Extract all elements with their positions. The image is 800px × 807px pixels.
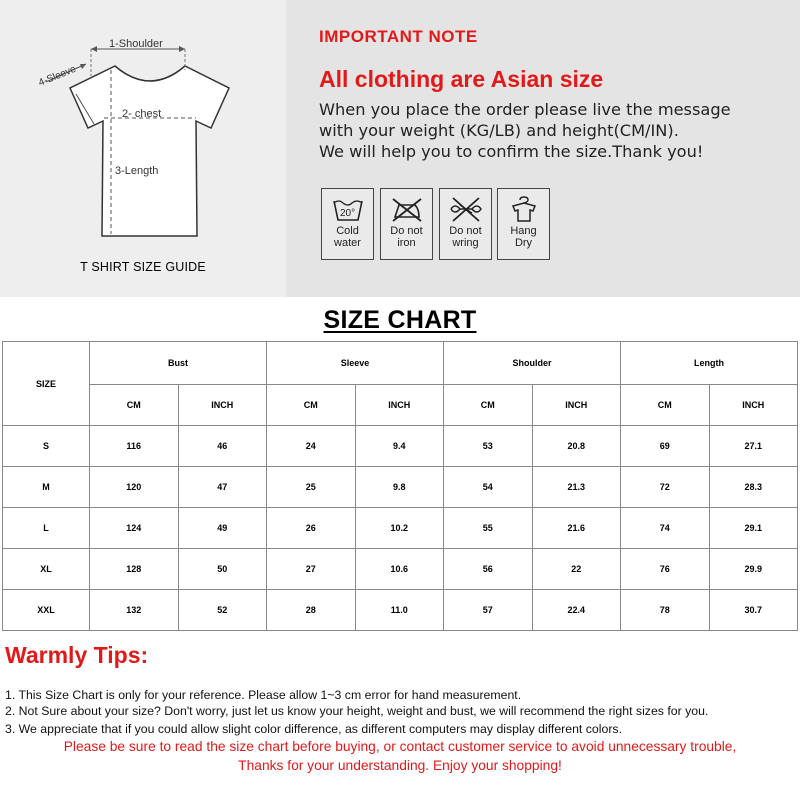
value-cell: 55	[444, 508, 533, 549]
no-wring-icon	[448, 195, 484, 223]
size-cell: L	[3, 508, 90, 549]
value-cell: 50	[178, 549, 267, 590]
value-cell: 46	[178, 426, 267, 467]
unit-header: CM	[90, 385, 179, 426]
size-guide-panel	[0, 0, 286, 297]
unit-header: INCH	[355, 385, 444, 426]
value-cell: 57	[444, 590, 533, 631]
unit-header: CM	[267, 385, 356, 426]
table-row	[3, 467, 798, 508]
value-cell: 124	[90, 508, 179, 549]
important-note-title: IMPORTANT NOTE	[319, 27, 478, 46]
care-no-iron	[380, 188, 433, 260]
value-cell: 116	[90, 426, 179, 467]
care-label: wring	[452, 236, 479, 249]
tip-item: 3. We appreciate that if you could allow slight color difference, as different computers may display different colors.	[5, 722, 622, 736]
svg-text:20°: 20°	[339, 208, 355, 219]
value-cell: 26	[267, 508, 356, 549]
unit-header: INCH	[532, 385, 621, 426]
tip-item: 1. This Size Chart is only for your reference. Please allow 1~3 cm error for hand measurement.	[5, 688, 522, 702]
group-header-bust: Bust	[90, 342, 267, 385]
unit-header: INCH	[178, 385, 267, 426]
warning-line: Thanks for your understanding. Enjoy your shopping!	[238, 758, 562, 773]
value-cell: 49	[178, 508, 267, 549]
tshirt-diagram	[0, 0, 286, 260]
size-cell: S	[3, 426, 90, 467]
size-chart-title: SIZE CHART	[323, 306, 477, 334]
care-no-wring	[439, 188, 492, 260]
value-cell: 9.4	[355, 426, 444, 467]
value-cell: 28	[267, 590, 356, 631]
value-cell: 29.1	[709, 508, 798, 549]
value-cell: 52	[178, 590, 267, 631]
size-header: SIZE	[3, 342, 90, 426]
care-label: iron	[397, 236, 416, 249]
note-line: with your weight (KG/LB) and height(CM/IN).	[319, 121, 679, 140]
sleeve-label: 4-Sleeve	[37, 63, 78, 89]
table-row	[3, 549, 798, 590]
note-line: We will help you to confirm the size.Thank you!	[319, 142, 704, 161]
unit-header: INCH	[709, 385, 798, 426]
value-cell: 132	[90, 590, 179, 631]
value-cell: 20.8	[532, 426, 621, 467]
size-cell: XXL	[3, 590, 90, 631]
value-cell: 11.0	[355, 590, 444, 631]
value-cell: 56	[444, 549, 533, 590]
size-cell: M	[3, 467, 90, 508]
tip-item: 2. Not Sure about your size? Don't worry, just let us know your height, weight and bust, we will recommend the right sizes for you.	[5, 704, 709, 718]
asian-size-headline: All clothing are Asian size	[319, 66, 604, 92]
value-cell: 120	[90, 467, 179, 508]
unit-header-row	[3, 385, 798, 426]
value-cell: 27	[267, 549, 356, 590]
value-cell: 24	[267, 426, 356, 467]
value-cell: 22.4	[532, 590, 621, 631]
tips-section	[0, 642, 800, 807]
care-cold-water	[321, 188, 374, 260]
group-header-shoulder: Shoulder	[444, 342, 621, 385]
value-cell: 25	[267, 467, 356, 508]
care-label: water	[334, 236, 361, 249]
table-row	[3, 508, 798, 549]
table-row	[3, 590, 798, 631]
value-cell: 128	[90, 549, 179, 590]
care-label: Hang	[510, 225, 537, 237]
value-cell: 22	[532, 549, 621, 590]
value-cell: 47	[178, 467, 267, 508]
chest-label: 2- chest	[122, 108, 162, 120]
value-cell: 29.9	[709, 549, 798, 590]
care-label: Do not	[449, 225, 482, 237]
value-cell: 21.3	[532, 467, 621, 508]
no-iron-icon	[389, 195, 425, 223]
value-cell: 27.1	[709, 426, 798, 467]
shoulder-label: 1-Shoulder	[109, 38, 163, 50]
size-chart-table	[2, 341, 798, 631]
value-cell: 69	[621, 426, 710, 467]
care-label: Do not	[390, 225, 423, 237]
value-cell: 28.3	[709, 467, 798, 508]
group-header-length: Length	[621, 342, 798, 385]
value-cell: 74	[621, 508, 710, 549]
care-hang-dry	[497, 188, 550, 260]
wash-20-icon	[330, 195, 366, 223]
value-cell: 21.6	[532, 508, 621, 549]
group-header-sleeve: Sleeve	[267, 342, 444, 385]
value-cell: 30.7	[709, 590, 798, 631]
value-cell: 53	[444, 426, 533, 467]
table-row	[3, 426, 798, 467]
value-cell: 10.2	[355, 508, 444, 549]
length-label: 3-Length	[115, 165, 159, 177]
warning-line: Please be sure to read the size chart before buying, or contact customer service to avoid unnecessary trouble,	[63, 739, 737, 754]
unit-header: CM	[621, 385, 710, 426]
note-body	[319, 99, 731, 162]
care-label: Cold	[336, 225, 359, 237]
value-cell: 78	[621, 590, 710, 631]
care-label: Dry	[514, 236, 533, 249]
value-cell: 9.8	[355, 467, 444, 508]
size-cell: XL	[3, 549, 90, 590]
hang-dry-icon	[506, 195, 542, 223]
size-guide-caption: T SHIRT SIZE GUIDE	[80, 260, 206, 274]
tshirt-outline-icon	[70, 66, 229, 236]
tips-title: Warmly Tips:	[5, 642, 149, 668]
value-cell: 72	[621, 467, 710, 508]
value-cell: 76	[621, 549, 710, 590]
note-line: When you place the order please live the message	[319, 100, 731, 119]
value-cell: 10.6	[355, 549, 444, 590]
unit-header: CM	[444, 385, 533, 426]
header-panel	[0, 0, 800, 297]
table-header-row	[3, 342, 798, 385]
value-cell: 54	[444, 467, 533, 508]
